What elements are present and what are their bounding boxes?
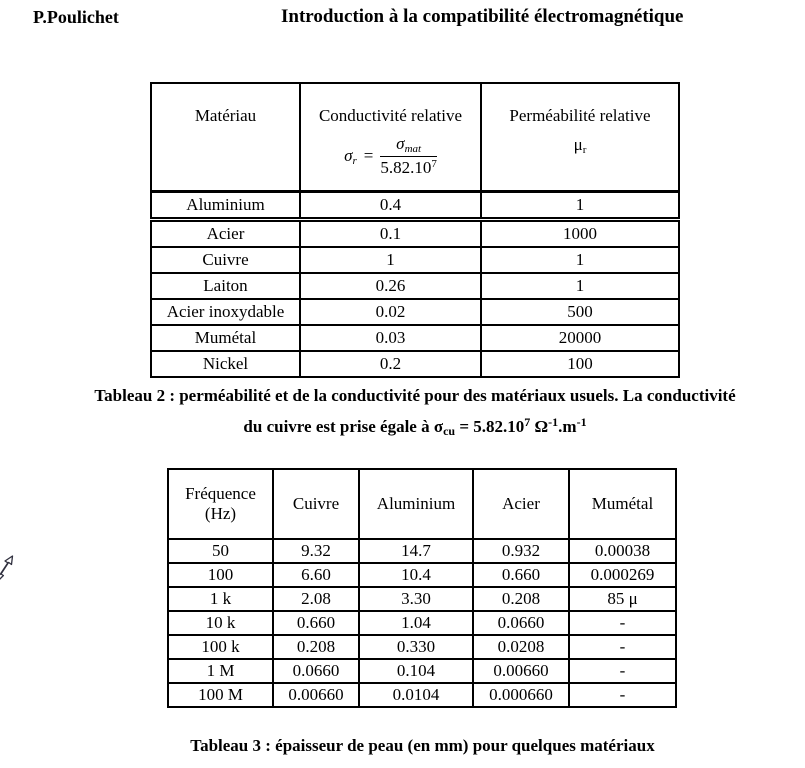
value-cell: 0.00660	[473, 659, 569, 683]
column-header-copper: Cuivre	[273, 469, 359, 539]
page-author: P.Poulichet	[33, 7, 119, 27]
frequency-cell: 1 M	[168, 659, 273, 683]
material-cell: Laiton	[151, 273, 300, 299]
value-cell: 1.04	[359, 611, 473, 635]
column-header-conductivity	[300, 83, 481, 192]
column-header-label: Conductivité relative	[318, 106, 463, 125]
table-header-row	[168, 469, 676, 539]
conductivity-cell: 0.1	[300, 220, 481, 248]
value-cell: -	[569, 635, 676, 659]
conductivity-cell: 0.02	[300, 299, 481, 325]
conductivity-cell: 0.03	[300, 325, 481, 351]
conductivity-cell: 0.4	[300, 192, 481, 220]
value-cell: 10.4	[359, 563, 473, 587]
mu-r-symbol: $\mu_r$	[573, 135, 587, 156]
frequency-cell: 10 k	[168, 611, 273, 635]
table-row	[151, 351, 679, 377]
permeability-cell: 100	[481, 351, 679, 377]
material-cell: Acier	[151, 220, 300, 248]
frequency-cell: 50	[168, 539, 273, 563]
table-row	[168, 563, 676, 587]
permeability-cell: 1	[481, 247, 679, 273]
value-cell: 0.208	[473, 587, 569, 611]
value-cell: 0.00660	[273, 683, 359, 707]
value-cell: -	[569, 611, 676, 635]
table-row	[151, 273, 679, 299]
column-header-permeability	[481, 83, 679, 192]
value-cell: 0.932	[473, 539, 569, 563]
table-row	[151, 325, 679, 351]
conductivity-cell: 0.2	[300, 351, 481, 377]
value-cell: 0.0208	[473, 635, 569, 659]
value-cell: 14.7	[359, 539, 473, 563]
material-cell: Mumétal	[151, 325, 300, 351]
column-header-aluminium: Aluminium	[359, 469, 473, 539]
caption-line-1: Tableau 2 : perméabilité et de la conductivité pour des matériaux usuels. La conductivité	[94, 386, 736, 405]
value-cell: 2.08	[273, 587, 359, 611]
table-row	[151, 247, 679, 273]
formula-equals: =	[363, 146, 374, 165]
value-cell: 0.000269	[569, 563, 676, 587]
value-cell: 0.660	[273, 611, 359, 635]
material-cell: Acier inoxydable	[151, 299, 300, 325]
value-cell: 0.00038	[569, 539, 676, 563]
value-cell: 0.0104	[359, 683, 473, 707]
permeability-cell: 1000	[481, 220, 679, 248]
column-header-mumetal: Mumétal	[569, 469, 676, 539]
permeability-cell: 500	[481, 299, 679, 325]
table2-caption	[25, 383, 805, 444]
permeability-cell: 1	[481, 273, 679, 299]
value-cell: 0.330	[359, 635, 473, 659]
material-cell: Nickel	[151, 351, 300, 377]
frequency-cell: 100 k	[168, 635, 273, 659]
value-cell: 9.32	[273, 539, 359, 563]
table3-caption: Tableau 3 : épaisseur de peau (en mm) pour quelques matériaux	[190, 736, 655, 755]
frequency-cell: 100	[168, 563, 273, 587]
value-cell: 0.104	[359, 659, 473, 683]
skin-depth-table	[167, 468, 677, 708]
value-cell: 3.30	[359, 587, 473, 611]
value-cell: 85 μ	[569, 587, 676, 611]
table-header-row	[151, 83, 679, 192]
value-cell: 0.660	[473, 563, 569, 587]
table-row	[168, 539, 676, 563]
value-cell: 0.000660	[473, 683, 569, 707]
table-row	[151, 299, 679, 325]
value-cell: 6.60	[273, 563, 359, 587]
formula-lhs: $\sigma_r$	[344, 145, 357, 167]
table-row	[168, 635, 676, 659]
fraction-denominator: 5.82.10$^7$	[380, 158, 437, 177]
conductivity-cell: 1	[300, 247, 481, 273]
conductivity-cell: 0.26	[300, 273, 481, 299]
column-header-steel: Acier	[473, 469, 569, 539]
value-cell: -	[569, 683, 676, 707]
ne-arrow-cursor-icon	[0, 553, 18, 587]
table-row	[168, 659, 676, 683]
column-header-material: Matériau	[151, 83, 300, 192]
value-cell: 0.0660	[273, 659, 359, 683]
column-header-label: Perméabilité relative	[509, 106, 651, 125]
value-cell: 0.0660	[473, 611, 569, 635]
frequency-cell: 100 M	[168, 683, 273, 707]
material-cell: Aluminium	[151, 192, 300, 220]
value-cell: 0.208	[273, 635, 359, 659]
table-row	[168, 587, 676, 611]
materials-properties-table	[150, 82, 680, 378]
table-row	[151, 220, 679, 248]
material-cell: Cuivre	[151, 247, 300, 273]
table-row	[168, 683, 676, 707]
permeability-cell: 20000	[481, 325, 679, 351]
page-title: Introduction à la compatibilité électromagnétique	[281, 6, 684, 27]
permeability-cell: 1	[481, 192, 679, 220]
frequency-cell: 1 k	[168, 587, 273, 611]
caption-line-2: du cuivre est prise égale à $\sigma_{cu} = 5.82.10^7$ $\Omega^{-1}.m^{-1}$	[243, 415, 587, 438]
table-row	[168, 611, 676, 635]
fraction-numerator: $\sigma_{mat}$	[380, 134, 437, 157]
column-header-frequency: Fréquence (Hz)	[168, 469, 273, 539]
conductivity-formula	[303, 134, 478, 178]
formula-fraction	[380, 134, 437, 178]
value-cell: -	[569, 659, 676, 683]
table-row	[151, 192, 679, 220]
